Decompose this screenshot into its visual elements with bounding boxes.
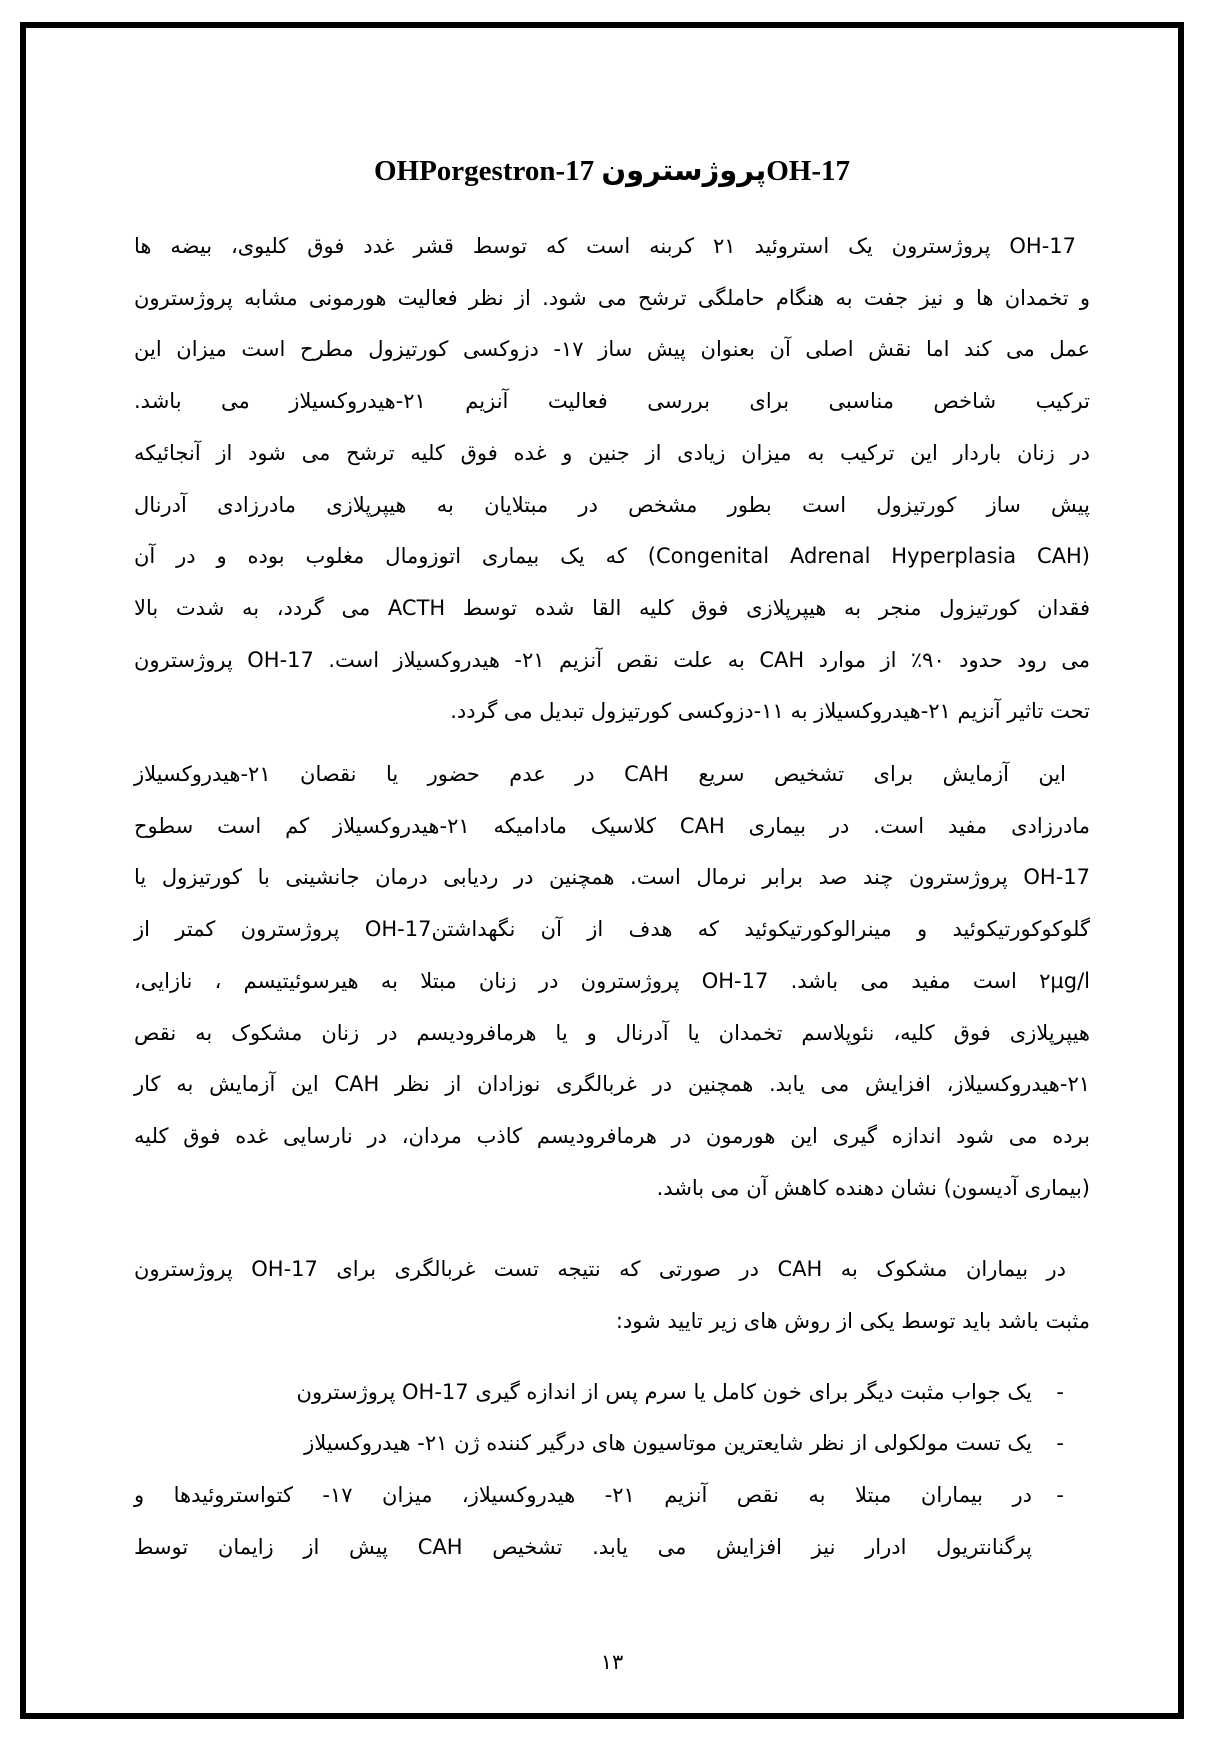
text-line: 17-OH پروژسترون چند صد برابر نرمال است. همچنین در ردیابی درمان جانشینی با کورتیزول یا (134, 865, 1090, 890)
text-line: ۲µg/l است مفید می باشد. 17-OH پروژسترون در زنان مبتلا به هیرسوئیتیسم ، نازایی، (134, 968, 1091, 993)
text-line: یک جواب مثبت دیگر برای خون کامل یا سرم پس از اندازه گیری 17-OH پروژسترون (296, 1379, 1032, 1404)
text-line: فقدان کورتیزول منجر به هیپرپلازی فوق کلیه القا شده توسط ACTH می گردد، به شدت بالا (134, 595, 1091, 620)
text-line: عمل می کند اما نقش اصلی آن بعنوان پیش ساز ۱۷- دزوکسی کورتیزول مطرح است میزان این (134, 337, 1090, 362)
page-content (134, 0, 1090, 1688)
paragraph (134, 221, 1090, 738)
text-line: ترکیب شاخص مناسبی برای بررسی فعالیت آنزیم ۲۱-هیدروکسیلاز می باشد. (134, 389, 1090, 414)
text-line: ۲۱-هیدروکسیلاز، افزایش می یابد. همچنین در غربالگری نوزادان از نظر CAH این آزمایش به کار (134, 1072, 1091, 1097)
bullet-list (134, 1367, 1090, 1574)
list-item (134, 1470, 1090, 1522)
text-line: مثبت باشد باید توسط یکی از روش های زیر تایید شود: (615, 1309, 1090, 1334)
dash-marker: - (1056, 1431, 1064, 1456)
list-item (134, 1418, 1090, 1470)
text-line: تحت تاثیر آنزیم ۲۱-هیدروکسیلاز به ۱۱-دزوکسی کورتیزول تبدیل می گردد. (450, 699, 1090, 724)
text-line: گلوکوکورتیکوئید و مینرالوکورتیکوئید که هدف از آن نگهداشتن17-OH پروژسترون کمتر از (134, 917, 1090, 942)
paragraph (134, 1244, 1090, 1347)
text-line: در زنان باردار این ترکیب به میزان زیادی از جنین و غده فوق کلیه ترشح می شود از آنجائیکه (134, 440, 1090, 465)
paragraph (134, 749, 1090, 1214)
dash-marker: - (1056, 1379, 1064, 1404)
text-line: در بیماران مشکوک به CAH در صورتی که نتیجه تست غربالگری برای 17-OH پروژسترون (134, 1257, 1067, 1282)
list-item (134, 1367, 1090, 1419)
text-line: هیپرپلازی فوق کلیه، نئوپلاسم تخمدان یا آدرنال و یا هرمافرودیسم در زنان مشکوک به نقص (134, 1020, 1090, 1045)
page-number: ۱۳ (600, 1649, 624, 1674)
text-line: 17-OH پروژسترون یک استروئید ۲۱ کربنه است که توسط قشر غدد فوق کلیوی، بیضه ها (134, 234, 1076, 258)
dash-marker: - (1056, 1483, 1064, 1508)
list-item-continuation (134, 1522, 1090, 1574)
paragraphs-container (134, 221, 1090, 1348)
text-line: مادرزادی مفید است. در بیماری CAH کلاسیک مادامیکه ۲۱-هیدروکسیلاز کم است سطوح (134, 813, 1091, 838)
text-line: این آزمایش برای تشخیص سریع CAH در عدم حضور یا نقصان ۲۱-هیدروکسیلاز (134, 762, 1066, 787)
document-title: 17-OHپروژسترون 17-OHPorgestron (373, 155, 851, 187)
text-line: پرگنانتریول ادرار نیز افزایش می یابد. تشخیص CAH پیش از زایمان توسط (134, 1534, 1032, 1559)
text-line: (بیماری آدیسون) نشان دهنده کاهش آن می باشد. (656, 1175, 1090, 1200)
text-line: در بیماران مبتلا به نقص آنزیم ۲۱- هیدروکسیلاز، میزان ۱۷- کتواستروئیدها و (134, 1483, 1032, 1508)
text-line: و تخمدان ها و نیز جفت به هنگام حاملگی ترشح می شود. از نظر فعالیت هورمونی مشابه پروژسترون (134, 285, 1090, 310)
text-line: برده می شود اندازه گیری این هورمون در هرمافرودیسم کاذب مردان، در نارسایی غده فوق کلیه (134, 1123, 1090, 1148)
text-line: پیش ساز کورتیزول است بطور مشخص در مبتلایان به هیپرپلازی مادرزادی آدرنال (134, 492, 1090, 517)
text-line: یک تست مولکولی از نظر شایعترین موتاسیون های درگیر کننده ژن ۲۱- هیدروکسیلاز (304, 1431, 1032, 1456)
text-line: می رود حدود ۹۰٪ از موارد CAH به علت نقص آنزیم ۲۱- هیدروکسیلاز است. 17-OH پروژسترون (134, 647, 1090, 672)
text-line: ‎(Congenital Adrenal Hyperplasia CAH)‎ که یک بیماری اتوزومال مغلوب بوده و در آن (134, 544, 1090, 569)
